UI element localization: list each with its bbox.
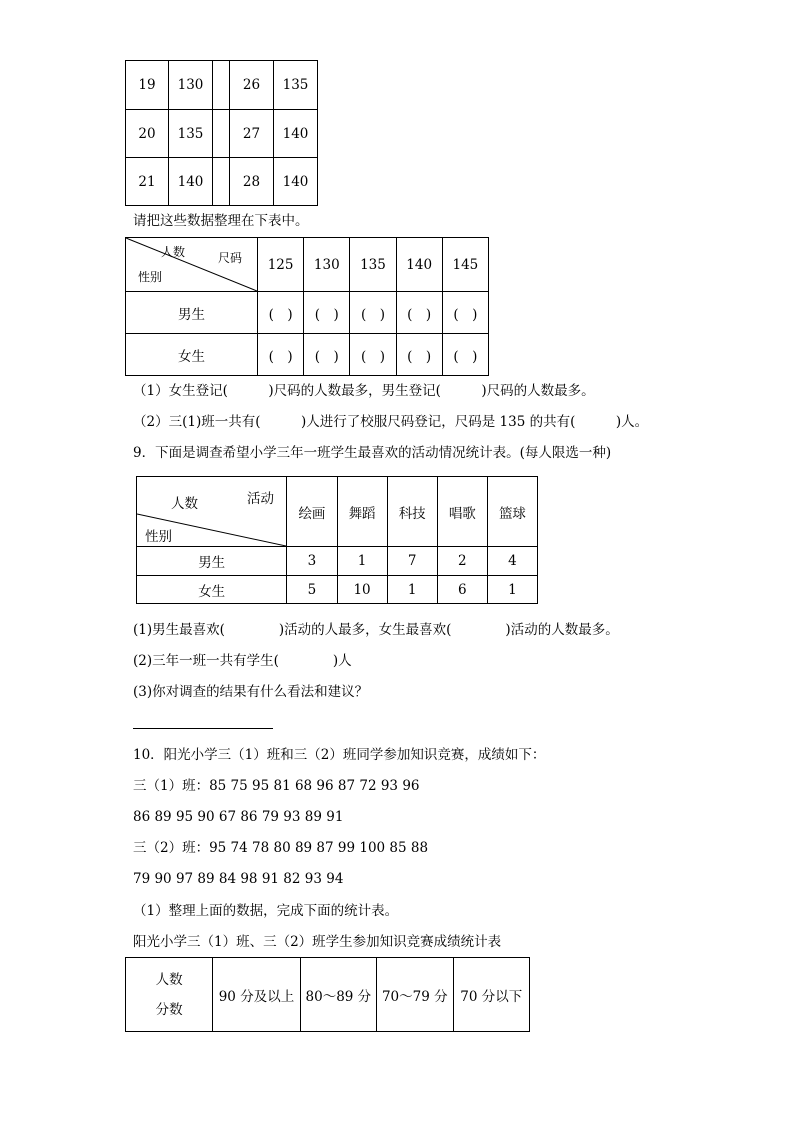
size-data-table <box>125 60 318 206</box>
q9-sub2: (2)三年一班一共有学生( )人 <box>133 653 352 669</box>
q9-value-cell: 6 <box>437 576 487 604</box>
q9-row-label: 男生 <box>137 547 287 576</box>
q10-class1-line2: 86 89 95 90 67 86 79 93 89 91 <box>133 809 344 825</box>
q8-corner-top: 人数 <box>161 245 186 259</box>
q10-class2-line2: 79 90 97 89 84 98 91 82 93 94 <box>133 871 344 887</box>
q9-activity-header: 舞蹈 <box>337 477 387 547</box>
q8-corner-header <box>126 238 258 292</box>
q9-corner-bottom: 性别 <box>145 529 172 545</box>
cell: 140 <box>274 110 318 158</box>
q10-column-header: 80～89 分 <box>300 958 376 1032</box>
q9-answer-line[interactable] <box>133 728 273 729</box>
q8-sub1: （1）女生登记( )尺码的人数最多，男生登记( )尺码的人数最多。 <box>133 383 595 399</box>
q9-value-cell: 1 <box>487 576 537 604</box>
q10-class1-line1: 三（1）班：85 75 95 81 68 96 87 72 93 96 <box>133 778 420 794</box>
q8-blank-cell[interactable]: ( ) <box>396 334 442 376</box>
q8-row-label: 男生 <box>126 292 258 334</box>
q9-corner-right: 活动 <box>247 491 274 507</box>
cell: 20 <box>126 110 169 158</box>
q8-corner-right: 尺码 <box>218 251 243 265</box>
q10-corner-bottom: 分数 <box>155 1001 183 1018</box>
q9-value-cell: 1 <box>387 576 437 604</box>
q8-blank-cell[interactable]: ( ) <box>442 334 488 376</box>
q10-corner-header <box>126 958 213 1032</box>
q8-size-header: 140 <box>396 238 442 292</box>
q8-size-header: 145 <box>442 238 488 292</box>
q10-score-table <box>125 957 530 1032</box>
q10-column-header: 90 分及以上 <box>213 958 300 1032</box>
q10-sub1: （1）整理上面的数据，完成下面的统计表。 <box>133 903 399 919</box>
q9-corner-top: 人数 <box>171 496 198 512</box>
cell: 27 <box>230 110 274 158</box>
q8-blank-cell[interactable]: ( ) <box>396 292 442 334</box>
q9-sub1: (1)男生最喜欢( )活动的人最多，女生最喜欢( )活动的人数最多。 <box>133 622 619 638</box>
q10-table-title: 阳光小学三（1）班、三（2）班学生参加知识竞赛成绩统计表 <box>133 934 502 950</box>
cell: 135 <box>274 61 318 110</box>
q8-blank-cell[interactable]: ( ) <box>304 292 350 334</box>
q9-sub3: (3)你对调查的结果有什么看法和建议？ <box>133 684 369 700</box>
q10-column-header: 70～79 分 <box>377 958 453 1032</box>
q10-corner-top: 人数 <box>155 971 183 988</box>
q10-column-header: 70 分以下 <box>453 958 529 1032</box>
q8-instruction: 请把这些数据整理在下表中。 <box>133 213 309 229</box>
q9-value-cell: 4 <box>487 547 537 576</box>
cell: 28 <box>230 158 274 206</box>
q9-value-cell: 10 <box>337 576 387 604</box>
q9-activity-header: 科技 <box>387 477 437 547</box>
q9-value-cell: 1 <box>337 547 387 576</box>
q8-size-header: 135 <box>350 238 396 292</box>
q9-value-cell: 5 <box>287 576 337 604</box>
q8-blank-cell[interactable]: ( ) <box>258 292 304 334</box>
q8-size-header: 130 <box>304 238 350 292</box>
q10-class2-line1: 三（2）班：95 74 78 80 89 87 99 100 85 88 <box>133 840 429 856</box>
cell: 26 <box>230 61 274 110</box>
q8-blank-cell[interactable]: ( ) <box>304 334 350 376</box>
q10-title: 10．阳光小学三（1）班和三（2）班同学参加知识竞赛，成绩如下： <box>133 747 546 763</box>
cell: 130 <box>169 61 213 110</box>
cell: 19 <box>126 61 169 110</box>
q8-corner-bottom: 性别 <box>138 270 163 284</box>
q9-activity-header: 绘画 <box>287 477 337 547</box>
q9-value-cell: 7 <box>387 547 437 576</box>
q8-size-header: 125 <box>258 238 304 292</box>
cell: 140 <box>169 158 213 206</box>
cell: 135 <box>169 110 213 158</box>
q8-blank-cell[interactable]: ( ) <box>350 334 396 376</box>
q9-row-label: 女生 <box>137 576 287 604</box>
q9-value-cell: 3 <box>287 547 337 576</box>
cell: 140 <box>274 158 318 206</box>
cell: 21 <box>126 158 169 206</box>
q9-title: 9．下面是调查希望小学三年一班学生最喜欢的活动情况统计表。(每人限选一种) <box>133 445 612 461</box>
q9-activity-header: 唱歌 <box>437 477 487 547</box>
q9-value-cell: 2 <box>437 547 487 576</box>
q8-blank-cell[interactable]: ( ) <box>442 292 488 334</box>
q8-row-label: 女生 <box>126 334 258 376</box>
q8-sub2: （2）三(1)班一共有( )人进行了校服尺码登记，尺码是 135 的共有( )人。 <box>133 414 649 430</box>
gap-cell <box>213 110 230 158</box>
q8-blank-cell[interactable]: ( ) <box>350 292 396 334</box>
q9-corner-header <box>137 477 287 547</box>
q8-blank-cell[interactable]: ( ) <box>258 334 304 376</box>
gap-cell <box>213 61 230 110</box>
q9-activity-table <box>136 476 538 604</box>
gap-cell <box>213 158 230 206</box>
q9-activity-header: 篮球 <box>487 477 537 547</box>
q8-size-table <box>125 237 489 376</box>
